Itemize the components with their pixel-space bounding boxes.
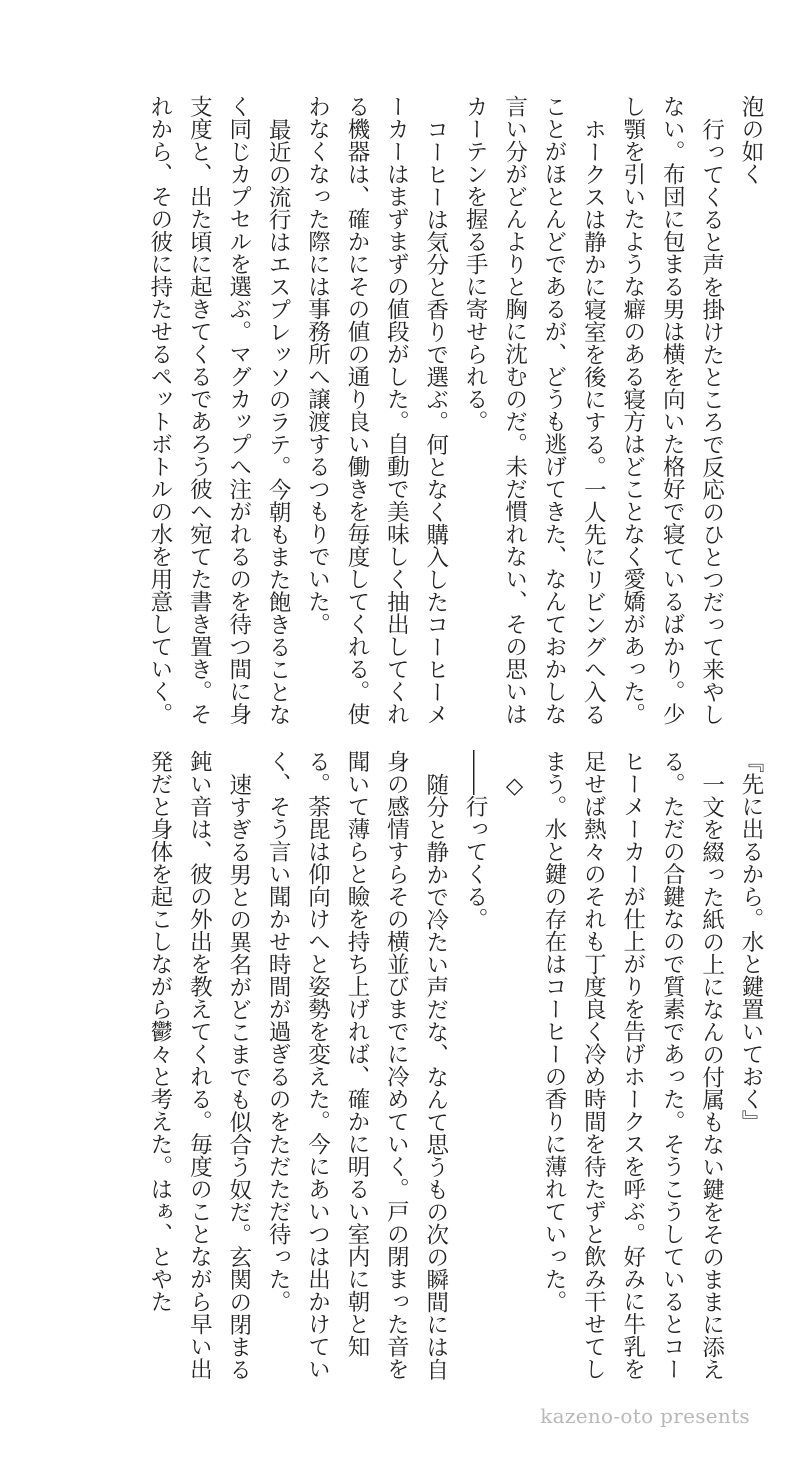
paragraph: 随分と静かで冷たい声だな、なんて思うもの次の瞬間には自身の感情すらその横並びまでに冷めていく。戸の閉まった音を聞いて薄らと瞼を持ち上げれば、確かに明るい室内に朝と知る。荼毘は仰向けへと姿勢を変えた。今にあいつは出かけていく、そう言い聞かせ時間が過ぎるのをただただ待った。 bbox=[265, 750, 449, 1380]
paragraph: 最近の流行はエスプレッソのラテ。今朝もまた飽きることなく同じカプセルを選ぶ。マグカップへ注がれるのを待つ間に身支度と、出た頃に起きてくるであろう彼へ宛てた書き置き。それから、その彼に持たせるペットボトルの水を用意していく。 bbox=[146, 95, 292, 725]
paragraph-dialogue: ――行ってくる。 bbox=[462, 750, 489, 930]
story-block-bottom bbox=[30, 750, 770, 1390]
paragraph: コーヒーは気分と香りで選ぶ。何となく購入したコーヒーメーカーはまずまずの値段がした。自動で美味しく抽出してくれる機器は、確かにその値の通り良い働きを毎度してくれる。使わなくなった際には事務所へ譲渡するつもりでいた。 bbox=[304, 95, 449, 725]
paragraph: 速すぎる男との異名がどこまでも似合う奴だ。玄関の閉まる鈍い音は、彼の外出を教えてくれる。毎度のことながら早い出発だと身体を起こしながら鬱々と考えた。はぁ、とやた bbox=[146, 750, 252, 1380]
scene-break: ◇ bbox=[501, 772, 528, 799]
story-title: 泡の如く bbox=[738, 95, 764, 185]
credit-watermark: kazeno-oto presents bbox=[540, 1404, 750, 1428]
paragraph: 行ってくると声を掛けたところで反応のひとつだって来やしない。布団に包まる男は横を向いた格好で寝ているばかり。少し顎を引いたような癖のある寝方はどことなく愛嬌があった。 bbox=[619, 95, 725, 725]
paragraph: 一文を綴った紙の上になんの付属もない鍵をそのままに添える。ただの合鍵なので質素であった。そうこうしているとコーヒーメーカーが仕上がりを告げホークスを呼ぶ。好みに牛乳を足せば熱々のそれも丁度良く冷め時間を待たずと飲み干せてしまう。水と鍵の存在はコーヒーの香りに薄れていった。 bbox=[540, 750, 725, 1380]
paragraph-quote: 『先に出るから。水と鍵置いておく』 bbox=[738, 750, 764, 1133]
paragraph: ホークスは静かに寝室を後にする。一人先にリビングへ入ることがほとんどであるが、どうも逃げてきた、なんておかしな言い分がどんよりと胸に沈むのだ。未だ慣れない、その思いはカーテンを握る手に寄せられる。 bbox=[462, 95, 607, 725]
story-block-top bbox=[30, 95, 770, 735]
